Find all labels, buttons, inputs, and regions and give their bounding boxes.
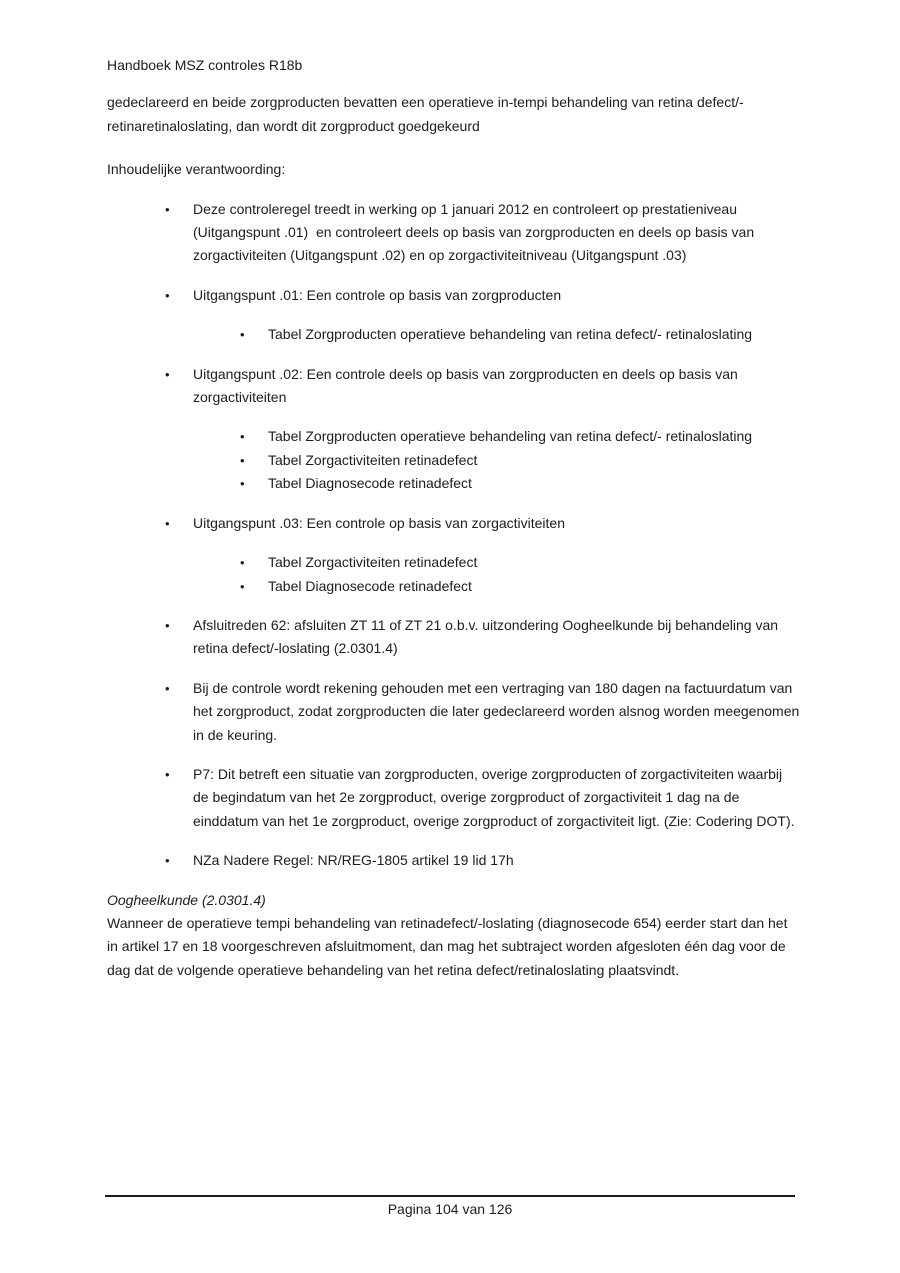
list-item-text: Tabel Zorgactiviteiten retinadefect	[268, 554, 478, 571]
intro-paragraph: gedeclareerd en beide zorgproducten bevatten een operatieve in-tempi behandeling van retina defect/- retinaretinaloslating, dan wordt dit zorgproduct goedgekeurd	[107, 94, 748, 134]
list-item-text: Uitgangspunt .02: Een controle deels op basis van zorgproducten en deels op basis van zorgactiviteiten	[193, 365, 742, 406]
list-item	[107, 425, 800, 448]
bullet-icon: •	[240, 476, 245, 492]
list-item-text: Afsluitreden 62: afsluiten ZT 11 of ZT 21 o.b.v. uitzondering Oogheelkunde bij behandeling van retina defect/-loslating (2.0301.4)	[193, 616, 782, 657]
document-content	[107, 54, 804, 982]
bullet-icon: •	[240, 327, 245, 343]
list-item	[107, 449, 800, 472]
subsection-heading: Oogheelkunde (2.0301.4)	[107, 891, 266, 908]
list-item	[107, 677, 804, 747]
list-item	[107, 551, 800, 574]
list-item	[107, 763, 800, 833]
list-item-text: Tabel Zorgproducten operatieve behandeling van retina defect/- retinaloslating	[268, 326, 753, 343]
list-item	[107, 472, 800, 495]
document-header: Handboek MSZ controles R18b	[107, 57, 303, 73]
bullet-icon: •	[165, 287, 170, 303]
list-item-text: Tabel Diagnosecode retinadefect	[268, 475, 472, 492]
list-item	[107, 512, 800, 535]
list-item-text: Tabel Diagnosecode retinadefect	[268, 577, 472, 594]
list-item-text: Tabel Zorgactiviteiten retinadefect	[268, 451, 478, 468]
bullet-icon: •	[165, 766, 170, 782]
bullet-icon: •	[165, 201, 170, 217]
list-item	[107, 323, 800, 346]
list-item	[107, 575, 800, 598]
list-item	[107, 849, 800, 872]
list-item	[107, 284, 800, 307]
page-number: Pagina 104 van 126	[387, 1201, 513, 1217]
section-heading: Inhoudelijke verantwoording:	[107, 161, 286, 178]
list-item-text: P7: Dit betreft een situatie van zorgproducten, overige zorgproducten of zorgactiviteiten waarbij de begindatum van het 2e zorgproduct, overige zorgproduct of zorgactiviteit 1 dag na de einddatum van het 1e zorgproduct, overige zorgproduct of zorgactiviteit ligt. (Zie: Codering DOT).	[193, 765, 795, 829]
list-item-text: Tabel Zorgproducten operatieve behandeling van retina defect/- retinaloslating	[268, 428, 753, 445]
list-item-text: Uitgangspunt .03: Een controle op basis van zorgactiviteiten	[193, 514, 566, 531]
bullet-icon: •	[240, 452, 245, 468]
bullet-icon: •	[165, 617, 170, 633]
bullet-icon: •	[165, 853, 170, 869]
list-item	[107, 363, 800, 410]
bullet-icon: •	[240, 578, 245, 594]
bullet-icon: •	[240, 429, 245, 445]
list-item	[107, 198, 800, 268]
list-item-text: NZa Nadere Regel: NR/REG-1805 artikel 19 lid 17h	[193, 852, 514, 869]
bullet-icon: •	[165, 680, 170, 696]
bullet-icon: •	[240, 555, 245, 571]
page-footer	[105, 1195, 795, 1221]
list-item-text: Uitgangspunt .01: Een controle op basis van zorgproducten	[193, 286, 562, 303]
bullet-icon: •	[165, 366, 170, 382]
list-item-text: Bij de controle wordt rekening gehouden met een vertraging van 180 dagen na factuurdatum van het zorgproduct, zodat zorgproducten die later gedeclareerd worden alsnog worden meegenomen in de keuring.	[193, 679, 804, 743]
bullet-icon: •	[165, 515, 170, 531]
list-item	[107, 614, 800, 661]
list-item-text: Deze controleregel treedt in werking op 1 januari 2012 en controleert op prestatieniveau (Uitgangspunt .01) en controleert deels op basis van zorgproducten en deels op basis van zorgactiviteiten (Uitgangspunt .02) en op zorgactiviteitniveau (Uitgangspunt .03)	[193, 200, 759, 264]
subsection-body: Wanneer de operatieve tempi behandeling van retinadefect/-loslating (diagnosecode 654) eerder start dan het in artikel 17 en 18 voorgeschreven afsluitmoment, dan mag het subtraject worden afgesloten één dag voor de dag dat de volgende operatieve behandeling van het retina defect/retinaloslating plaatsvindt.	[107, 914, 792, 978]
